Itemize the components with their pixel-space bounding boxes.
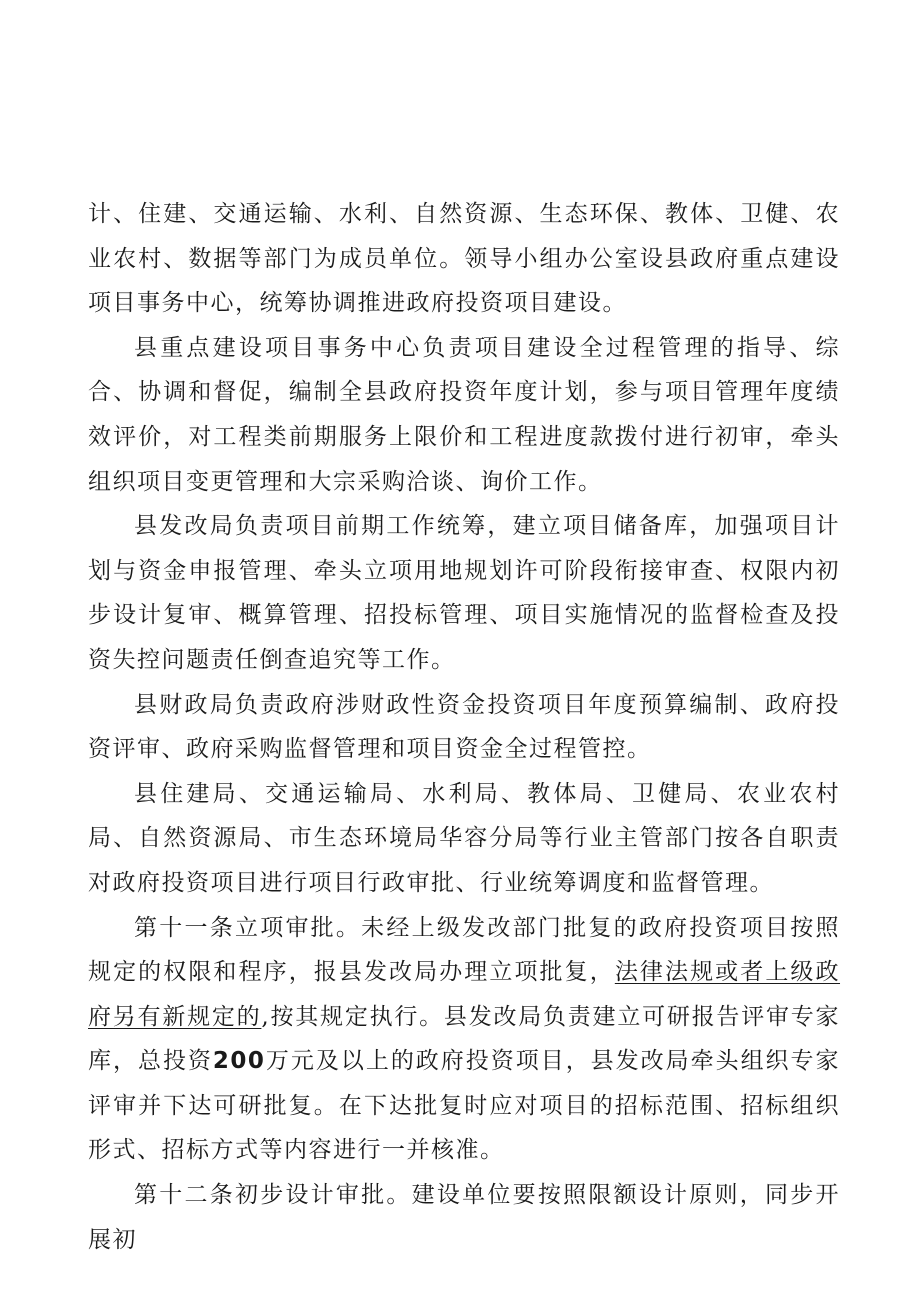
paragraph-development-reform-bureau: 县发改局负责项目前期工作统筹，建立项目储备库，加强项目计划与资金申报管理、牵头立项用地规划许可阶段衔接审查、权限内初步设计复审、概算管理、招投标管理、项目实施情况的监督检查及投资失控问题责任倒查追究等工作。: [88, 513, 840, 673]
underlined-new-regulations-clause: 法律法规或者上级政府另有新规定的: [88, 959, 841, 1030]
article-11-text-middle: ,按其规定执行。县发改局负责建立可研报告评审专家库，总投资: [88, 1003, 841, 1075]
article-11-text-after: 万元及以上的政府投资项目，县发改局牵头组织专家评审并下达可研批复。在下达批复时应对项目的招标范围、招标组织形式、招标方式等内容进行一并核准。: [88, 1048, 841, 1164]
paragraph-finance-bureau: 县财政局负责政府涉财政性资金投资项目年度预算编制、政府投资评审、政府采购监督管理和项目资金全过程管控。: [88, 691, 840, 763]
article-11-text-before: 第十一条立项审批。未经上级发改部门批复的政府投资项目按照规定的权限和程序，报县发改局办理立项批复，: [88, 914, 840, 986]
investment-threshold-number: 200: [212, 1048, 266, 1075]
document-body: [88, 192, 840, 1262]
paragraph-project-affairs-center: 县重点建设项目事务中心负责项目建设全过程管理的指导、综合、协调和督促，编制全县政府投资年度计划，参与项目管理年度绩效评价，对工程类前期服务上限价和工程进度款拨付进行初审，牵头组织项目变更管理和大宗采购洽谈、询价工作。: [88, 334, 840, 495]
paragraph-article-12-design-approval: 第十二条初步设计审批。建设单位要按照限额设计原则，同步开展初: [88, 1182, 840, 1253]
paragraph-member-units: 计、住建、交通运输、水利、自然资源、生态环保、教体、卫健、农业农村、数据等部门为成员单位。领导小组办公室设县政府重点建设项目事务中心，统筹协调推进政府投资项目建设。: [88, 201, 840, 317]
paragraph-industry-departments: 县住建局、交通运输局、水利局、教体局、卫健局、农业农村局、自然资源局、市生态环境局华容分局等行业主管部门按各自职责对政府投资项目进行项目行政审批、行业统筹调度和监督管理。: [88, 780, 840, 896]
paragraph-article-11-approval: [88, 906, 840, 1174]
